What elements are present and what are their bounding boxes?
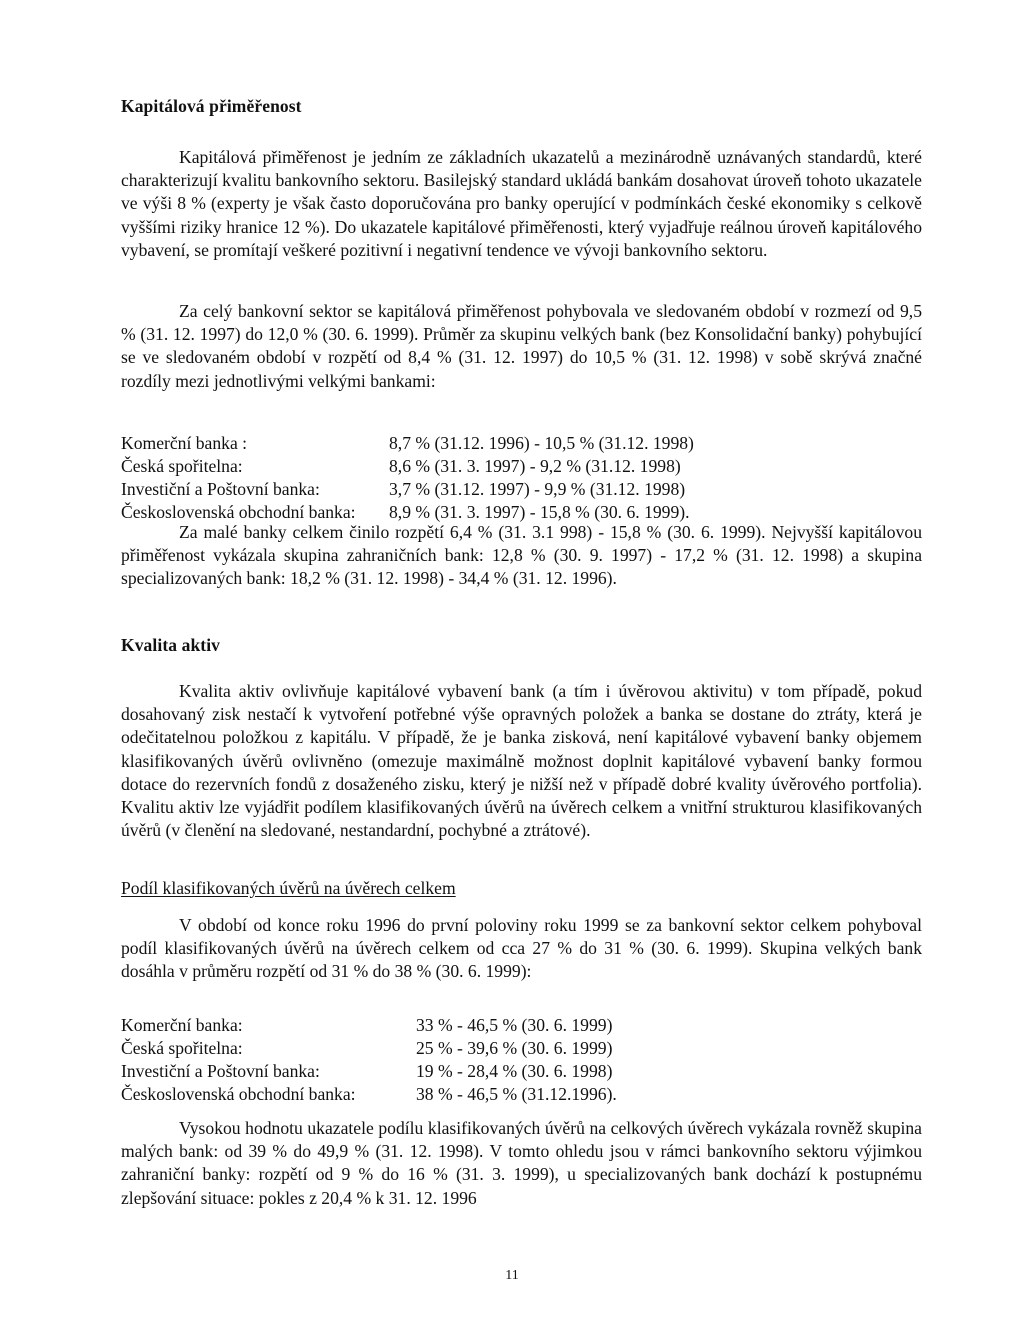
paragraph-assets-sector: V období od konce roku 1996 do první poloviny roku 1999 se za bankovní sektor celkem pohyboval podíl klasifikovaných úvěrů na úvěrech celkem od cca 27 % do 31 % (30. 6. 1999). Skupina velkých bank dosáhla v průměru rozpětí od 31 % do 38 % (30. 6. 1999): [121, 915, 922, 982]
table-capital-banks [121, 433, 694, 525]
bank-range: 38 % - 46,5 % (31.12.1996). [416, 1084, 617, 1104]
paragraph-capital-small-banks: Za malé banky celkem činilo rozpětí 6,4 % (31. 3.1 998) - 15,8 % (30. 6. 1999). Nejvyšší kapitálovou přiměřenost vykázala skupina zahraničních bank: 12,8 % (30. 9. 1997) - 17,2 % (31. 12. 1998) a skupina specializovaných bank: 18,2 % (31. 12. 1998) - 34,4 % (31. 12. 1996). [121, 522, 922, 589]
subheading-classified-loans: Podíl klasifikovaných úvěrů na úvěrech celkem [121, 878, 456, 898]
bank-range: 8,6 % (31. 3. 1997) - 9,2 % (31.12. 1998) [389, 456, 681, 476]
table-row [121, 456, 694, 479]
table-row [121, 433, 694, 456]
table-row [121, 1015, 617, 1038]
section-heading-capital: Kapitálová přiměřenost [121, 96, 302, 116]
paragraph-capital-intro: Kapitálová přiměřenost je jedním ze základních ukazatelů a mezinárodně uznávaných standardů, které charakterizují kvalitu bankovního sektoru. Basilejský standard ukládá bankám dosahovat úroveň tohoto ukazatele ve výši 8 % (experty je však často doporučována pro banky operující v podmínkách české ekonomiky s celkově vyššími riziky hranice 12 %). Do ukazatele kapitálové přiměřenosti, který vyjadřuje reálnou úroveň kapitálového vybavení, se promítají veškeré pozitivní i negativní tendence ve vývoji bankovního sektoru. [121, 147, 922, 260]
table-row [121, 1038, 617, 1061]
bank-range: 25 % - 39,6 % (30. 6. 1999) [416, 1038, 613, 1058]
table-assets-banks [121, 1015, 617, 1107]
bank-name: Česká spořitelna: [121, 1038, 243, 1058]
bank-name: Česká spořitelna: [121, 456, 243, 476]
section-heading-assets: Kvalita aktiv [121, 635, 221, 655]
bank-name: Komerční banka : [121, 433, 248, 453]
bank-range: 3,7 % (31.12. 1997) - 9,9 % (31.12. 1998) [389, 479, 686, 499]
bank-range: 8,7 % (31.12. 1996) - 10,5 % (31.12. 1998) [389, 433, 694, 453]
paragraph-assets-small-banks: Vysokou hodnotu ukazatele podílu klasifikovaných úvěrů na celkových úvěrech vykázala rovněž skupina malých bank: od 39 % do 49,9 % (31. 12. 1998). V tomto ohledu jsou v rámci bankovního sektoru výjimkou zahraniční banky: rozpětí od 9 % do 16 % (31. 3. 1999), u specializovaných bank dochází k postupnému zlepšování situace: pokles z 20,4 % k 31. 12. 1996 [121, 1118, 922, 1208]
table-row [121, 479, 694, 502]
paragraph-capital-sector: Za celý bankovní sektor se kapitálová přiměřenost pohybovala ve sledovaném období v rozmezí od 9,5 % (31. 12. 1997) do 12,0 % (30. 6. 1999). Průměr za skupinu velkých bank (bez Konsolidační banky) pohybující se ve sledovaném období v rozpětí od 8,4 % (31. 12. 1997) do 10,5 % (31. 12. 1998) v sobě skrývá značné rozdíly mezi jednotlivými velkými bankami: [121, 301, 922, 391]
bank-name: Investiční a Poštovní banka: [121, 1061, 320, 1081]
table-row [121, 1084, 617, 1107]
page-number: 11 [505, 1268, 519, 1283]
table-row [121, 1061, 617, 1084]
bank-range: 33 % - 46,5 % (30. 6. 1999) [416, 1015, 613, 1035]
paragraph-assets-intro: Kvalita aktiv ovlivňuje kapitálové vybavení bank (a tím i úvěrovou aktivitu) v tom případě, pokud dosahovaný zisk nestačí k vytvoření potřebné výše opravných položek a banka se dostane do ztráty, která je odečitatelnou položkou z kapitálu. V případě, že je banka zisková, není kapitálové vybavení banky objemem klasifikovaných úvěrů ovlivněno (omezuje maximálně možnost doplnit kapitálové vybavení banky formou dotace do rezervních fondů z dosaženého zisku, který je nižší než v případě dobré kvality úvěrového portfolia). Kvalitu aktiv lze vyjádřit podílem klasifikovaných úvěrů na úvěrech celkem a vnitřní strukturou klasifikovaných úvěrů (v členění na sledované, nestandardní, pochybné a ztrátové). [121, 681, 922, 841]
bank-name: Československá obchodní banka: [121, 1084, 356, 1104]
bank-name: Investiční a Poštovní banka: [121, 479, 320, 499]
bank-name: Československá obchodní banka: [121, 502, 356, 522]
bank-range: 19 % - 28,4 % (30. 6. 1998) [416, 1061, 613, 1081]
bank-name: Komerční banka: [121, 1015, 243, 1035]
bank-range: 8,9 % (31. 3. 1997) - 15,8 % (30. 6. 1999). [389, 502, 690, 522]
